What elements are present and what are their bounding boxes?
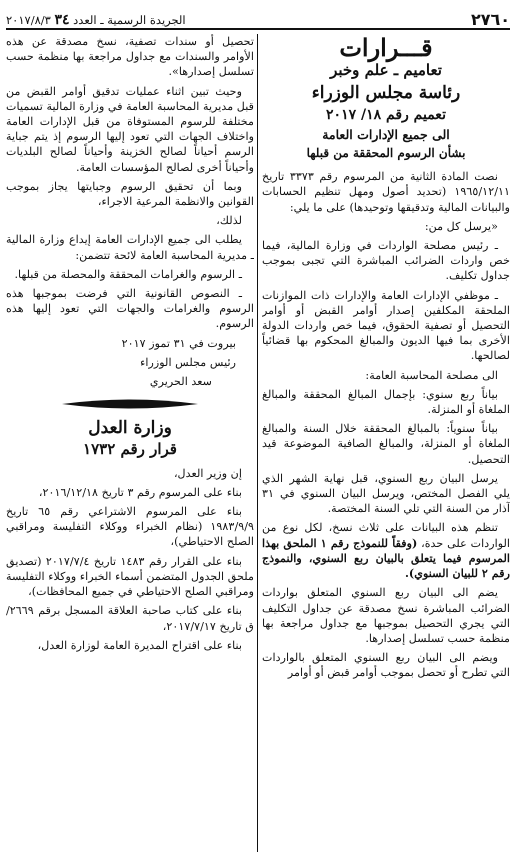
paragraph: ويضم الى البيان ربع السنوي المتعلق بالواردات التي تطرح أو تحصل بموجب أوامر قبض أو أوامر (262, 651, 510, 680)
paragraph: تحصيل أو سندات تصفية، نسخ مصدقة عن هذه الأوامر والسندات مع جداول مراجعة بها منظمة حسب تسلسل إصدارها». (6, 35, 254, 79)
paragraph: ـ النصوص القانونية التي فرضت بموجبها هذه الرسوم والغرامات والجهات التي تعود إليها هذه الرسوم. (6, 287, 254, 331)
paragraph: وبما أن تحقيق الرسوم وجبايتها يجاز بموجب القوانين والانظمة المرعية الاجراء، (6, 179, 254, 209)
page-header (6, 6, 510, 30)
issue-date: ٢٠١٧/٨/٣ (6, 13, 51, 27)
decision-paragraph: إن وزير العدل، (173, 466, 242, 480)
paragraph: لذلك، (216, 214, 242, 228)
paragraph: ـ موظفي الإدارات العامة والإدارات ذات الموازنات الملحقة المكلفين إصدار أوامر القبض أو أوامر التحصيل أو تصفية الحقوق، فيما خص واردات الدولة الأخرى بما فيها الديون والمبالغ المحكوم بها قضائياً لصالحها. (262, 288, 510, 363)
paragraph-bold-text: (وفقاً للنموذج رقم ١ الملحق بهذا المرسوم فيما يتعلق بالبيان ربع السنوي، والنموذج رقم ٢ للبيان السنوي). (262, 535, 510, 581)
section-separator (6, 397, 254, 411)
decision-number: قرار رقم ١٧٣٢ (83, 440, 177, 459)
paragraph: بياناً سنوياً: بالمبالغ المحققة خلال السنة والمبالغ الملغاة أو المنزلة، والمبالغ الصافية الموضوعة قيد التحصيل. (262, 422, 510, 466)
signature-name: سعد الحريري (149, 375, 212, 389)
signature-title: رئيس مجلس الوزراء (140, 355, 236, 369)
institution-heading: رئاسة مجلس الوزراء (311, 83, 461, 104)
paragraph: ـ الرسوم والغرامات المحققة والمحصلة من قبلها. (14, 267, 242, 281)
paragraph: يطلب الى جميع الإدارات العامة إيداع وزارة المالية ـ مديرية المحاسبة العامة لائحة تتضمن: (6, 233, 254, 262)
gazette-name: الجريدة الرسمية ـ العدد (73, 13, 186, 27)
paragraph: ـ رئيس مصلحة الواردات في وزارة المالية، فيما خص واردات الضرائب المباشرة التي تجبى بموجب جداول تكليف. (262, 239, 510, 283)
decision-paragraph: بناء على كتاب صاحبة العلاقة المسجل برقم ٢٦٦٩/ق تاريخ ٢٠١٧/٧/١٧، (6, 604, 254, 633)
decision-paragraph: بناء على المرسوم الاشتراعي رقم ٦٥ تاريخ ١٩٨٣/٩/٩ (نظام الخبراء ووكلاء التفليسة ومراقبي الصلح الاحتياطي)، (6, 505, 254, 549)
circular-number: تعميم رقم ١٨/ ٢٠١٧ (326, 106, 446, 123)
paragraph: «يرسل كل من: (424, 219, 498, 233)
paragraph: الى مصلحة المحاسبة العامة: (365, 368, 498, 382)
paragraph: بياناً ربع سنوي: بإجمال المبالغ المحققة والمبالغ الملغاة أو المنزلة. (262, 387, 510, 417)
decision-paragraph: بناء على القرار رقم ١٤٨٣ تاريخ ٢٠١٧/٧/٤ (تصديق ملحق الجدول المتضمن أسماء الخبراء ووكلاء التفليسة ومراقبي الصلح الاحتياطي في جميع المحافظات)، (6, 554, 254, 599)
paragraph: وحيث تبين اثناء عمليات تدقيق أوامر القبض من قبل مديرية المحاسبة العامة في وزارة المالية تسميات مختلفة للرسوم المستوفاة من قبل الإدارات العامة واختلاف الجهات التي تعود إليها الرسوم إذ يتم جباية الرسم أحياناً لصالح الخزينة وأحياناً لصالح البلديات وأحياناً أخرى لصالح المؤسسات العامة. (6, 84, 254, 174)
paragraph (262, 520, 510, 581)
decision-paragraph: بناء على المرسوم رقم ٣ تاريخ ٢٠١٦/١٢/١٨، (38, 485, 242, 499)
right-column (262, 34, 510, 852)
left-column (6, 34, 254, 852)
paragraph: يرسل البيان ربع السنوي، قبل نهاية الشهر الذي يلي الفصل المختص، ويرسل البيان السنوي في ٣١ آذار من السنة التي تلي السنة المختصة. (262, 471, 510, 516)
circular-addressee: الى جميع الإدارات العامة (322, 126, 450, 142)
signature-place-date: بيروت في ٣١ تموز ٢٠١٧ (121, 336, 236, 350)
signature-block (6, 336, 254, 390)
issue-number: ٣٤ (54, 12, 70, 28)
page-number: ٢٧٦٠ (470, 10, 510, 29)
column-divider (257, 34, 258, 852)
gazette-issue-line (6, 12, 186, 28)
circular-subject: بشأن الرسوم المحققة من قبلها (306, 146, 466, 161)
ornament-divider-icon (60, 397, 200, 411)
decision-paragraph: بناء على اقتراح المديرة العامة لوزارة العدل، (37, 638, 242, 652)
section-title: قـــرارات (339, 34, 433, 62)
paragraph: نصت المادة الثانية من المرسوم رقم ٣٣٧٣ تاريخ ١٩٦٥/١٢/١١ (تحديد أصول ومهل تنظيم الحسابات والبيانات المالية وتدقيقها وتوحيدها) على ما يلي: (262, 170, 510, 214)
paragraph: يضم الى البيان ربع السنوي المتعلق بواردات الضرائب المباشرة نسخ مصدقة عن جداول التكليف التي يجري التحصيل بموجبها مع جداول مراجعة بها منظمة حسب تسلسل إصدارها. (262, 586, 510, 645)
paragraph-text: تنظم هذه البيانات على ثلاث نسخ، لكل نوع من الواردات على حدة، (262, 521, 510, 550)
section-subtitle: تعاميم ـ علم وخبر (330, 61, 442, 80)
ministry-heading: وزارة العدل (88, 418, 172, 439)
